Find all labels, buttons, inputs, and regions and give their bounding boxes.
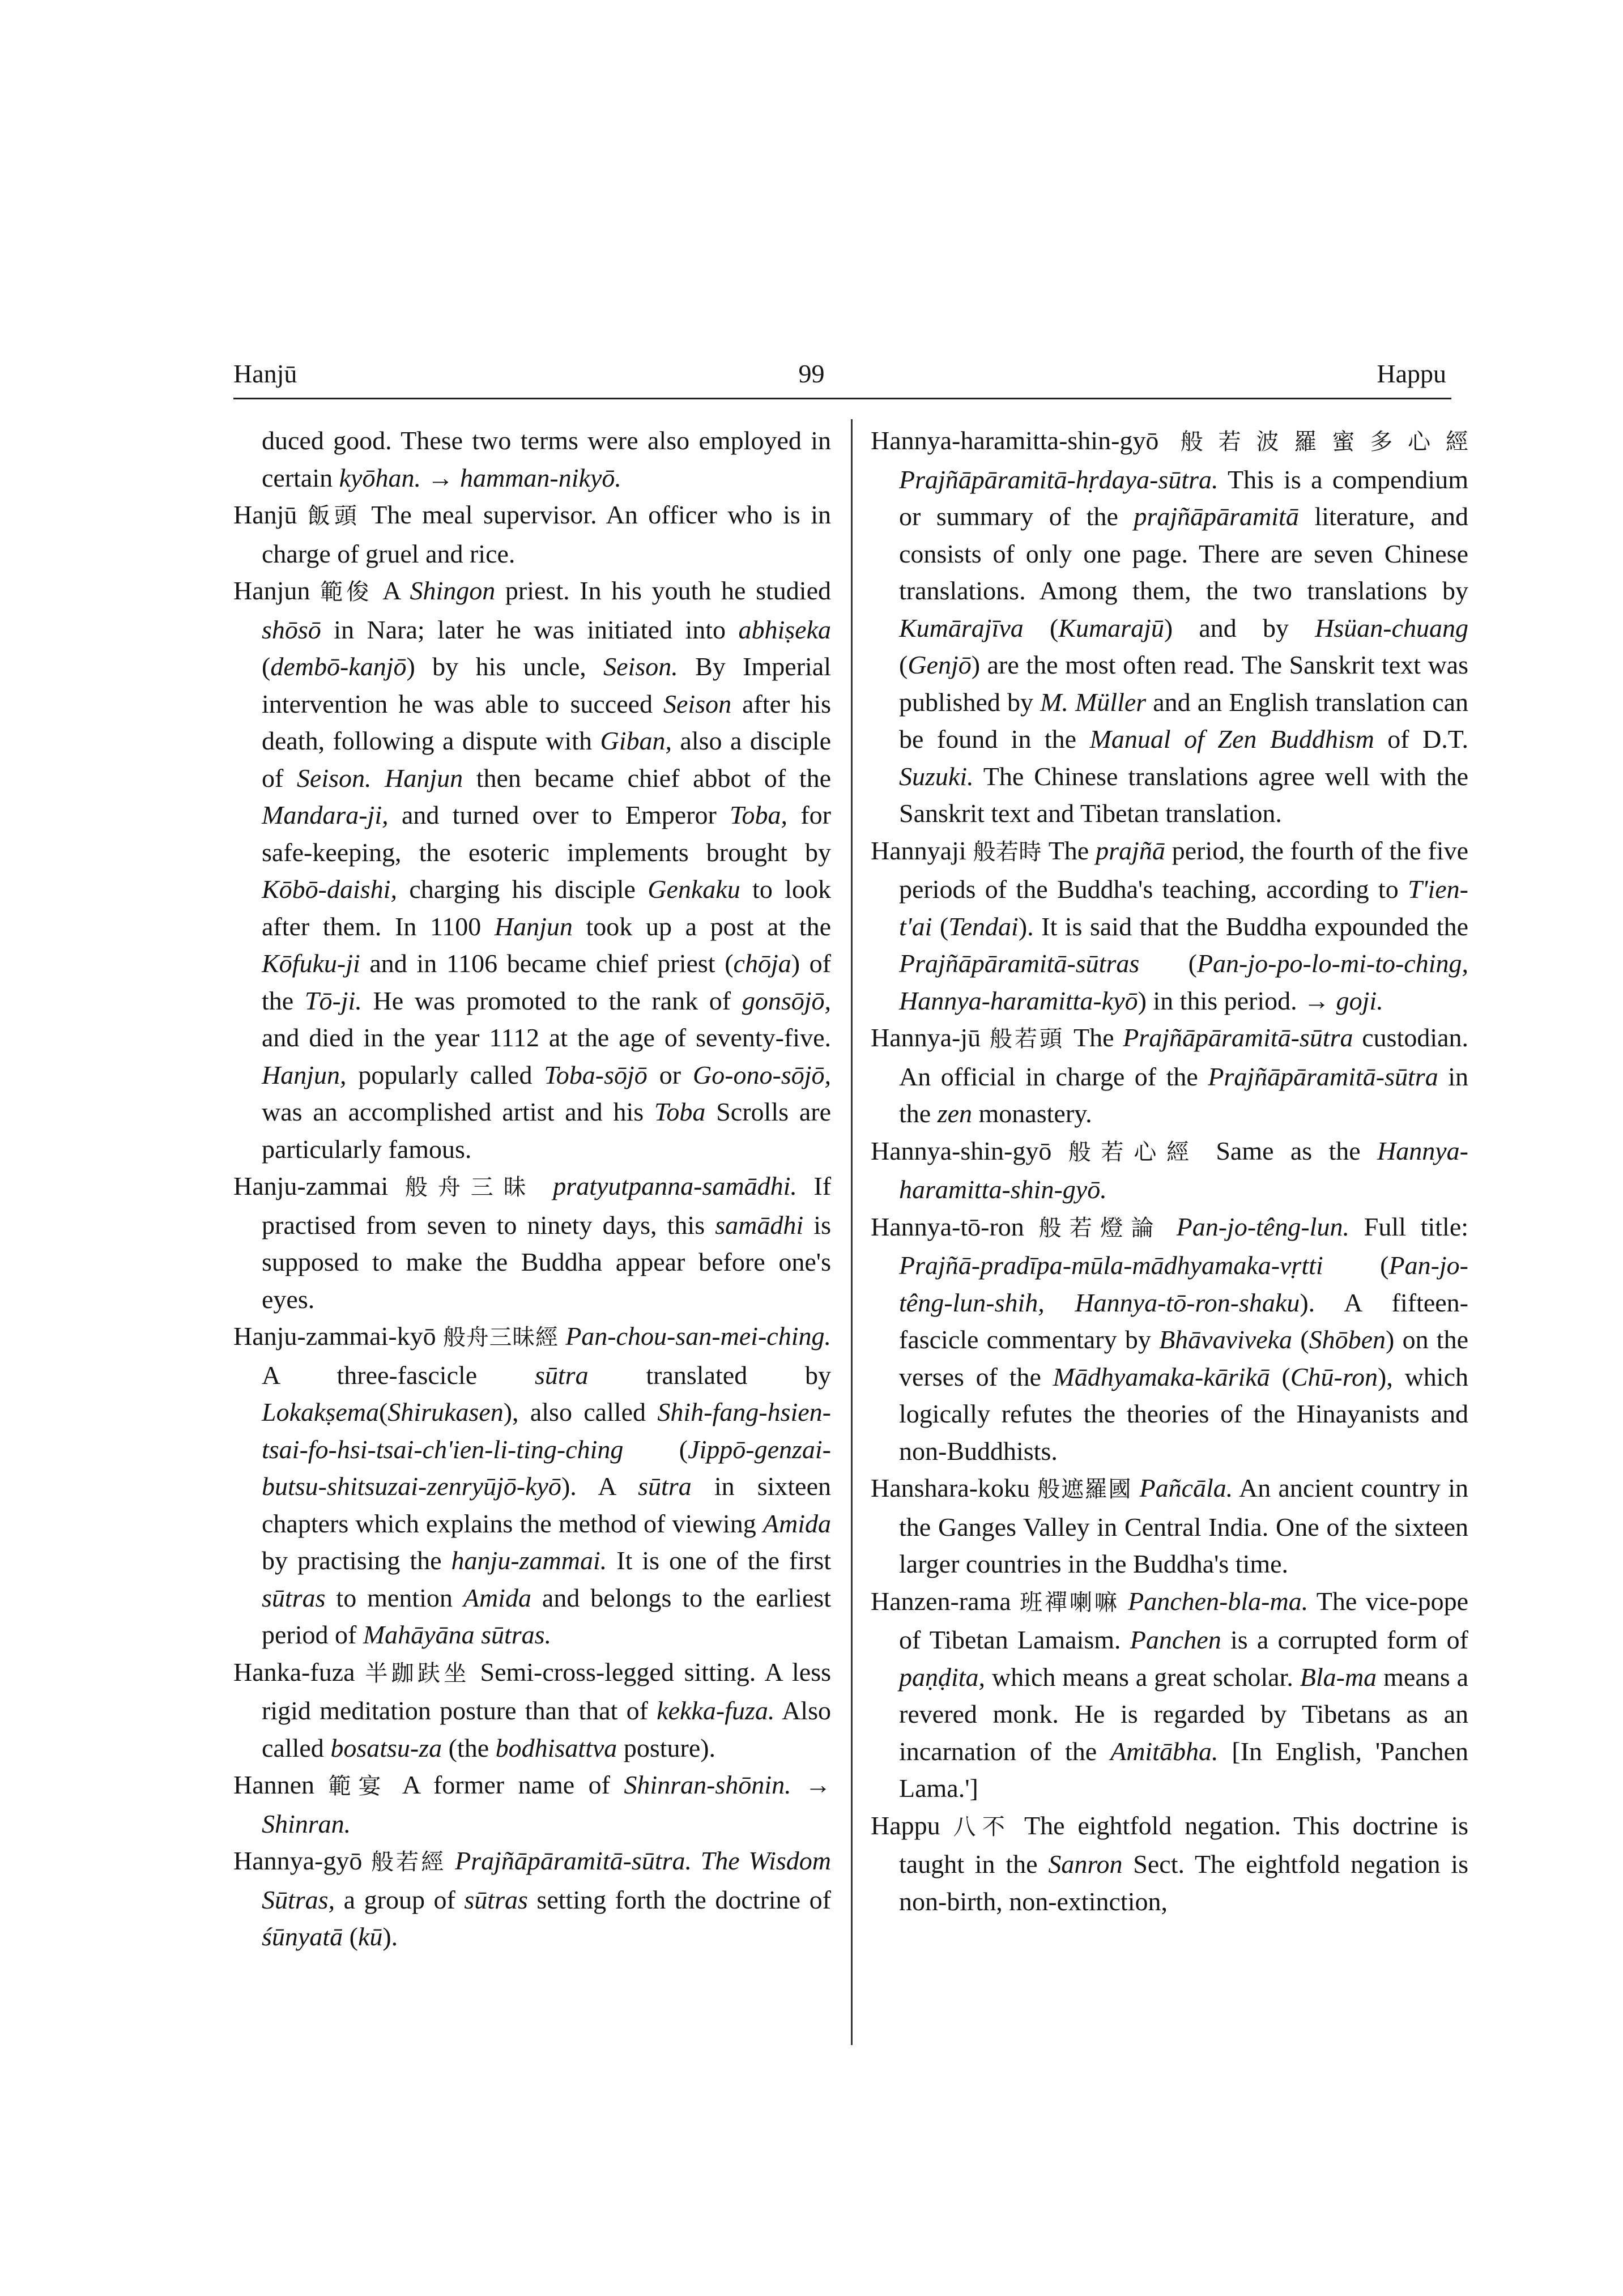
entry-italic-term: Pan-chou-san-mei-ching. bbox=[565, 1322, 832, 1351]
entry-text: and died in the year 1112 at the age of seventy-five. bbox=[262, 1023, 831, 1052]
entry-text: was an accomplished artist and his bbox=[262, 1097, 654, 1126]
entry-text: and an English translation can be found in the bbox=[899, 687, 1469, 753]
entry-italic-term: Toba bbox=[654, 1097, 706, 1126]
entry-italic-term: sūtra bbox=[638, 1472, 692, 1501]
entry-italic-term: Shinran. bbox=[262, 1809, 351, 1838]
entry-text: also a disciple of bbox=[262, 726, 831, 793]
entry-italic-term: Prajñāpāramitā-sūtras bbox=[899, 949, 1140, 978]
entry-italic-term: Hanjun bbox=[494, 911, 573, 941]
dictionary-entry-hanju bbox=[233, 496, 831, 572]
entry-text: is supposed to make the Buddha appear before one's eyes. bbox=[262, 1210, 831, 1314]
entry-italic-term: Prajñā-pradīpa-mūla-mādhyamaka-vṛtti bbox=[899, 1251, 1323, 1280]
running-head-left: Hanjū bbox=[233, 359, 297, 388]
entry-headword: Hannya-gyō bbox=[233, 1846, 363, 1875]
entry-text: ) of the bbox=[262, 949, 831, 1015]
entry-kanji: 八不 bbox=[953, 1813, 1012, 1840]
entry-italic-term: Prajñāpāramitā-hṛdaya-sūtra. bbox=[899, 465, 1219, 494]
entry-text bbox=[1132, 1473, 1139, 1502]
entry-text: The bbox=[1041, 836, 1096, 865]
entry-italic-term: kyōhan. bbox=[339, 463, 421, 492]
entry-kanji: 般若經 bbox=[371, 1849, 446, 1875]
entry-italic-term: paṇḍita, bbox=[899, 1662, 986, 1692]
entry-text: Sect. The eightfold negation is non-birth, non-extinction, bbox=[899, 1850, 1468, 1916]
entry-italic-term: bodhisattva bbox=[495, 1733, 617, 1762]
entry-italic-term: Tendai bbox=[948, 911, 1019, 941]
entry-italic-term: Hanjun bbox=[385, 763, 463, 793]
entry-text: The vice-pope of Tibetan Lamaism. bbox=[899, 1586, 1469, 1654]
entry-italic-term: Shōben bbox=[1309, 1325, 1386, 1354]
entry-text: of D.T. bbox=[1374, 725, 1468, 753]
entry-text: to look after them. In 1100 bbox=[262, 875, 832, 941]
entry-text: for safe-keeping, the esoteric implements brought by bbox=[262, 800, 831, 867]
entry-text: By Imperial intervention he was able to succeed bbox=[262, 652, 831, 718]
entry-text: priest. In his youth he studied bbox=[495, 576, 832, 605]
entry-text: ). A fifteen-fascicle commentary by bbox=[899, 1288, 1469, 1354]
entry-headword: Hannya-jū bbox=[871, 1023, 981, 1052]
entry-text bbox=[446, 1846, 455, 1875]
dictionary-entry-hanshara-koku bbox=[871, 1469, 1468, 1583]
entry-kanji: 般若頭 bbox=[989, 1026, 1065, 1052]
entry-text: and in 1106 became chief priest ( bbox=[360, 949, 734, 978]
entry-text: → bbox=[791, 1770, 832, 1799]
entry-italic-term: Seison. bbox=[296, 763, 372, 793]
entry-text bbox=[559, 1322, 565, 1351]
dictionary-entry-hanjun bbox=[233, 572, 831, 1168]
entry-text: is a corrupted form of bbox=[1221, 1625, 1468, 1654]
entry-text: translated by bbox=[588, 1360, 831, 1390]
dictionary-entry-hannyaji bbox=[871, 832, 1468, 1020]
entry-italic-term: Toba-sōjō bbox=[544, 1060, 648, 1089]
entry-text: took up a post at the bbox=[572, 911, 831, 941]
header-rule bbox=[233, 398, 1451, 399]
entry-text: Also called bbox=[262, 1696, 831, 1762]
dictionary-entry-hannya-gyo bbox=[233, 1842, 831, 1956]
entry-italic-term: bosatsu-za bbox=[330, 1733, 442, 1762]
entry-text bbox=[372, 764, 385, 793]
entry-italic-term: Lokakṣema bbox=[262, 1398, 379, 1426]
entry-italic-term: Seison bbox=[663, 689, 732, 718]
column-divider bbox=[851, 419, 853, 2045]
entry-text: ) on the verses of the bbox=[899, 1325, 1468, 1391]
entry-text: means a revered monk. He is regarded by Tibetans as an incarnation of the bbox=[899, 1662, 1468, 1766]
entry-text: ( bbox=[378, 1398, 388, 1426]
entry-text: If practised from seven to ninety days, this bbox=[262, 1172, 832, 1239]
entry-text bbox=[692, 1846, 701, 1875]
entry-italic-term: Hsüan-chuang bbox=[1315, 613, 1468, 642]
entry-italic-term: Kumārajīva bbox=[899, 613, 1024, 642]
dictionary-entry-hanka-fuza bbox=[233, 1654, 831, 1767]
entry-text: ) in this period. → bbox=[1138, 986, 1336, 1015]
dictionary-entry-hannya-ju bbox=[871, 1019, 1468, 1132]
entry-text: literature, and consists of only one page. There are seven Chinese translations. Among them, the two translations by bbox=[899, 502, 1468, 605]
entry-text: monastery. bbox=[972, 1099, 1092, 1128]
entry-italic-term: Amida bbox=[762, 1509, 831, 1538]
entry-italic-term: Panchen bbox=[1130, 1625, 1221, 1654]
entry-text: This is a compendium or summary of the bbox=[899, 465, 1468, 531]
entry-text: ( bbox=[1139, 949, 1197, 978]
running-head-right: Happu bbox=[1377, 359, 1446, 388]
entry-italic-term: Manual of Zen Buddhism bbox=[1089, 725, 1374, 753]
entry-text: and belongs to the earliest period of bbox=[262, 1583, 831, 1649]
entry-italic-term: Kōbō-daishi, bbox=[262, 875, 397, 904]
entry-italic-term: sūtra bbox=[534, 1360, 589, 1390]
entry-italic-term: Shih-fang-hsien-tsai-fo-hsi-tsai-ch'ien-li-ting-ching bbox=[262, 1398, 831, 1464]
entry-italic-term: Mandara-ji, bbox=[262, 800, 389, 829]
entry-text: ). A bbox=[561, 1472, 638, 1501]
entry-text: The Chinese translations agree well with the Sanskrit text and Tibetan translation. bbox=[899, 761, 1468, 828]
entry-italic-term: Jippō-genzai-butsu-shitsuzai-zenryūjō-kyō bbox=[262, 1434, 831, 1501]
entry-italic-term: prajñāpāramitā bbox=[1134, 502, 1299, 531]
entry-italic-term: sūtras bbox=[464, 1885, 528, 1914]
dictionary-entry-hannya-to-ron bbox=[871, 1208, 1468, 1470]
entry-text: setting forth the doctrine of bbox=[527, 1885, 831, 1914]
entry-italic-term: gonsōjō, bbox=[742, 986, 831, 1015]
entry-text bbox=[1162, 1212, 1177, 1241]
entry-italic-term: Hannya-haramitta-shin-gyō. bbox=[899, 1136, 1469, 1204]
entry-kanji: 範宴 bbox=[328, 1773, 389, 1799]
entry-text: ) are the most often read. The Sanskrit text was published by bbox=[899, 650, 1468, 717]
entry-italic-term: Prajñāpāramitā-sūtra. bbox=[455, 1846, 692, 1875]
entry-italic-term: sūtras bbox=[262, 1583, 326, 1612]
entry-italic-term: prajñā bbox=[1096, 836, 1165, 865]
entry-italic-term: Shirukasen bbox=[387, 1398, 504, 1426]
entry-text: period, the fourth of the five periods of the Buddha's teaching, according to bbox=[899, 836, 1469, 904]
dictionary-entry-hannen bbox=[233, 1766, 831, 1842]
entry-italic-term: Go-ono-sōjō, bbox=[692, 1060, 832, 1089]
entry-text: A former name of bbox=[388, 1770, 624, 1799]
entry-text: ). bbox=[382, 1922, 398, 1951]
entry-italic-term: The Wisdom Sūtras, bbox=[262, 1846, 832, 1914]
entry-headword: Hanzen-rama bbox=[871, 1586, 1011, 1616]
entry-text: by practising the bbox=[262, 1546, 451, 1575]
entry-italic-term: Kōfuku-ji bbox=[262, 949, 360, 978]
entry-text bbox=[536, 1172, 553, 1200]
entry-italic-term: Pan-jo-têng-lun. bbox=[1176, 1212, 1349, 1241]
page-number: 99 bbox=[798, 359, 825, 388]
entry-italic-term: Hanjun, bbox=[262, 1060, 347, 1089]
entry-text: popularly called bbox=[346, 1060, 544, 1089]
entry-text: Same as the bbox=[1199, 1136, 1378, 1165]
entry-italic-term: Seison. bbox=[603, 652, 678, 681]
entry-text: then became chief abbot of the bbox=[463, 763, 832, 793]
entry-italic-term: Shingon bbox=[410, 576, 496, 605]
entry-text: Scrolls are particularly famous. bbox=[262, 1097, 831, 1164]
entry-text: The bbox=[1064, 1023, 1123, 1052]
entry-headword: Hannya-shin-gyō bbox=[871, 1136, 1052, 1165]
entry-text: Semi-cross-legged sitting. A less rigid meditation posture than that of bbox=[262, 1657, 831, 1725]
entry-italic-term: Pan-jo-po-lo-mi-to-ching, Hannya-haramitta-kyō bbox=[899, 949, 1468, 1015]
entry-italic-term: śūnyatā bbox=[262, 1922, 343, 1951]
entry-kanji: 範俊 bbox=[320, 579, 373, 605]
entry-text: charging his disciple bbox=[397, 875, 648, 904]
entry-kanji: 般舟三昧 bbox=[404, 1174, 536, 1200]
entry-text: The meal supervisor. An officer who is in charge of gruel and rice. bbox=[262, 500, 831, 568]
entry-text: ). It is said that the Buddha expounded the bbox=[1018, 911, 1468, 941]
entry-headword: Hanju-zammai bbox=[233, 1172, 389, 1200]
dictionary-entry-cont bbox=[233, 422, 831, 496]
entry-italic-term: abhiṣeka bbox=[738, 615, 831, 644]
entry-italic-term: dembō-kanjō bbox=[270, 652, 407, 681]
entry-headword: Happu bbox=[871, 1811, 940, 1840]
entry-headword: Hannyaji bbox=[871, 836, 966, 865]
entry-italic-term: Mādhyamaka-kārikā bbox=[1053, 1362, 1270, 1391]
entry-italic-term: Amida bbox=[463, 1583, 531, 1612]
entry-italic-term: Sanron bbox=[1048, 1850, 1123, 1878]
entry-headword: Hannya-haramitta-shin-gyō bbox=[871, 426, 1159, 455]
entry-italic-term: zen bbox=[937, 1099, 973, 1128]
entry-text: to mention bbox=[325, 1583, 463, 1612]
dictionary-entry-hannya-haramitta-shin-gyo bbox=[871, 422, 1468, 832]
entry-text: ( bbox=[1023, 613, 1059, 642]
left-column bbox=[233, 422, 831, 1956]
entry-italic-term: chōja bbox=[733, 949, 791, 978]
entry-text: posture). bbox=[617, 1733, 716, 1762]
entry-italic-term: Genkaku bbox=[648, 875, 740, 904]
entry-text: ), also called bbox=[503, 1398, 658, 1426]
entry-headword: Hanshara-koku bbox=[871, 1473, 1030, 1502]
entry-italic-term: Prajñāpāramitā-sūtra bbox=[1208, 1062, 1438, 1091]
entry-text: ), which logically refutes the theories of the Hinayanists and non-Buddhists. bbox=[899, 1362, 1468, 1466]
entry-italic-term: Toba, bbox=[730, 800, 787, 829]
entry-italic-term: Pan-jo-têng-lun-shih, Hannya-tō-ron-shaku bbox=[899, 1251, 1468, 1317]
entry-italic-term: samādhi bbox=[715, 1210, 804, 1239]
entry-kanji: 飯頭 bbox=[307, 503, 361, 529]
entry-kanji: 般舟三昧經 bbox=[442, 1324, 559, 1351]
entry-headword: Hanjū bbox=[233, 500, 297, 529]
entry-text: which means a great scholar. bbox=[985, 1662, 1300, 1692]
entry-text: and turned over to Emperor bbox=[388, 800, 730, 829]
entry-text: An ancient country in the Ganges Valley in Central India. One of the sixteen larger countries in the Buddha's time. bbox=[899, 1473, 1469, 1578]
entry-italic-term: Panchen-bla-ma. bbox=[1128, 1586, 1309, 1616]
entry-kanji: 般遮羅國 bbox=[1037, 1476, 1132, 1502]
entry-text: [In English, 'Panchen Lama.'] bbox=[899, 1736, 1468, 1803]
entry-italic-term: Mahāyāna sūtras. bbox=[363, 1620, 552, 1649]
entry-text: ( bbox=[932, 911, 949, 941]
entry-italic-term: Chū-ron bbox=[1290, 1362, 1378, 1391]
dictionary-entry-hanzen-rama bbox=[871, 1583, 1468, 1807]
entry-italic-term: kekka-fuza. bbox=[657, 1696, 775, 1725]
entry-headword: Hannen bbox=[233, 1770, 315, 1799]
entry-italic-term: Bla-ma bbox=[1300, 1662, 1377, 1692]
entry-italic-term: Amitābha. bbox=[1110, 1736, 1219, 1766]
entry-text: ) and by bbox=[1164, 613, 1315, 642]
entry-text bbox=[1119, 1587, 1128, 1616]
entry-text: He was promoted to the rank of bbox=[361, 986, 742, 1015]
entry-italic-term: Genjō bbox=[908, 650, 972, 679]
entry-text: ( bbox=[262, 652, 271, 681]
entry-italic-term: hanju-zammai. bbox=[451, 1546, 607, 1575]
entry-italic-term: M. Müller bbox=[1040, 687, 1147, 717]
entry-text: after his death, following a dispute with bbox=[262, 689, 831, 755]
dictionary-entry-hanju-zammai-kyo bbox=[233, 1318, 831, 1654]
entry-italic-term: Pañcāla. bbox=[1139, 1473, 1233, 1502]
entry-text: ( bbox=[1270, 1362, 1290, 1391]
entry-text: in sixteen chapters which explains the method of viewing bbox=[262, 1472, 832, 1538]
entry-headword: Hanka-fuza bbox=[233, 1657, 355, 1686]
entry-text: ( bbox=[343, 1922, 358, 1951]
entry-text: ( bbox=[1292, 1325, 1309, 1354]
entry-text: A three-fascicle bbox=[262, 1360, 535, 1390]
entry-text: Full title: bbox=[1349, 1212, 1469, 1241]
entry-kanji: 般若時 bbox=[973, 838, 1042, 865]
entry-italic-term: goji. bbox=[1336, 986, 1383, 1015]
entry-italic-term: shōsō bbox=[262, 615, 321, 644]
dictionary-entry-happu bbox=[871, 1807, 1468, 1920]
entry-italic-term: kū bbox=[357, 1922, 383, 1951]
entry-headword: Hanju-zammai-kyō bbox=[233, 1322, 436, 1351]
entry-text: A bbox=[372, 576, 410, 605]
entry-text: a group of bbox=[335, 1885, 465, 1914]
entry-italic-term: Tō-ji. bbox=[304, 986, 362, 1015]
entry-italic-term: pratyutpanna-samādhi. bbox=[553, 1172, 797, 1200]
entry-text: The eightfold negation. This doctrine is taught in the bbox=[899, 1811, 1468, 1878]
dictionary-entry-hanju-zammai bbox=[233, 1168, 831, 1318]
entry-italic-term: Giban, bbox=[600, 726, 672, 755]
entry-text: in the bbox=[899, 1062, 1468, 1128]
entry-kanji: 般若波羅蜜多心經 bbox=[1180, 429, 1469, 455]
entry-text: (the bbox=[442, 1733, 496, 1762]
entry-italic-term: T'ien-t'ai bbox=[899, 875, 1468, 941]
entry-kanji: 班禪喇嘛 bbox=[1020, 1589, 1119, 1616]
entry-kanji: 般若心經 bbox=[1068, 1139, 1200, 1165]
entry-italic-term: Shinran-shōnin. bbox=[624, 1770, 791, 1799]
entry-text: It is one of the first bbox=[607, 1546, 831, 1575]
entry-italic-term: Bhāvaviveka bbox=[1159, 1325, 1293, 1354]
right-column bbox=[871, 422, 1468, 1920]
entry-italic-term: hamman-nikyō. bbox=[459, 463, 621, 492]
entry-kanji: 般若燈論 bbox=[1038, 1215, 1162, 1241]
entry-text: duced good. These two terms were also employed in certain bbox=[262, 426, 831, 492]
entry-italic-term: Prajñāpāramitā-sūtra bbox=[1123, 1023, 1353, 1052]
dictionary-entry-hannya-shin-gyo bbox=[871, 1132, 1468, 1208]
entry-headword: Hanjun bbox=[233, 576, 310, 605]
entry-text: or bbox=[647, 1060, 693, 1089]
entry-text: ( bbox=[623, 1434, 688, 1464]
entry-text: custodian. An official in charge of the bbox=[899, 1023, 1469, 1091]
entry-text: in Nara; later he was initiated into bbox=[321, 615, 739, 644]
entry-text: → bbox=[420, 463, 460, 492]
entry-italic-term: Suzuki. bbox=[899, 761, 974, 791]
entry-text: ) by his uncle, bbox=[406, 652, 604, 681]
entry-text: ( bbox=[899, 650, 908, 679]
entry-text: ( bbox=[1323, 1251, 1389, 1280]
entry-italic-term: Kumarajū bbox=[1058, 613, 1164, 642]
entry-headword: Hannya-tō-ron bbox=[871, 1212, 1024, 1241]
entry-kanji: 半跏趺坐 bbox=[365, 1660, 470, 1686]
